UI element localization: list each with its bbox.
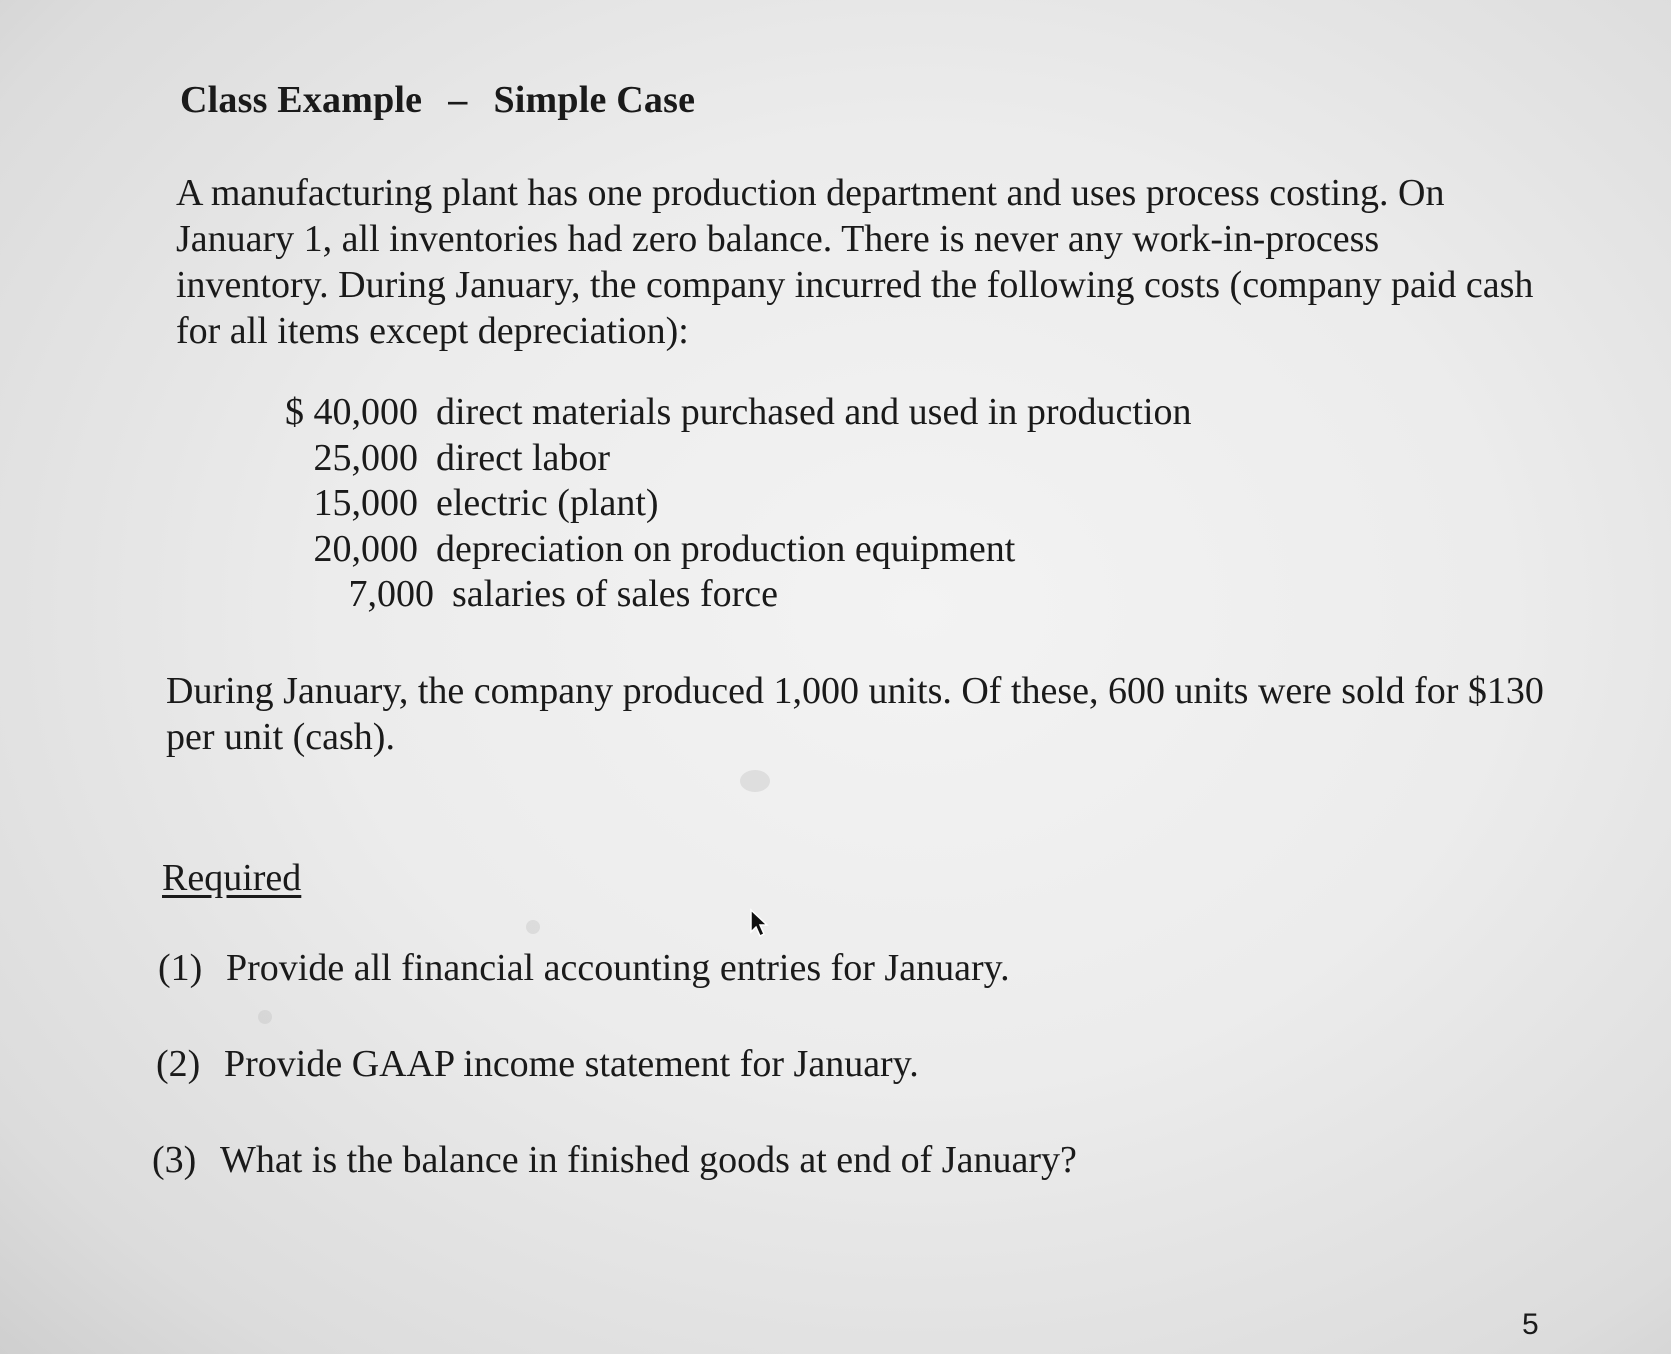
cost-row	[272, 527, 1192, 573]
cost-row	[272, 436, 1192, 482]
mouse-pointer-icon	[748, 908, 770, 938]
required-item	[158, 946, 1010, 990]
cost-amount: 7,000	[348, 573, 434, 615]
page-title	[180, 78, 695, 122]
title-separator: –	[448, 79, 468, 121]
required-item-number: (1)	[158, 947, 203, 989]
cost-description: electric (plant)	[436, 482, 659, 524]
cost-amount: 20,000	[313, 527, 418, 570]
title-left: Class Example	[180, 79, 423, 121]
title-right: Simple Case	[493, 79, 696, 121]
cost-description: direct labor	[436, 436, 611, 479]
cost-description: depreciation on production equipment	[436, 527, 1016, 570]
page-number: 5	[1522, 1308, 1539, 1341]
production-paragraph: During January, the company produced 1,000 units. Of these, 600 units were sold for $130 per unit (cash).	[166, 670, 1544, 758]
intro-paragraph: A manufacturing plant has one production department and uses process costing. On January 1, all inventories had zero balance. There is never any work-in-process inventory. During January, the company incurred the following costs (company paid cash for all items except depreciation):	[176, 172, 1534, 352]
cost-description: salaries of sales force	[452, 573, 779, 615]
required-item-text: Provide GAAP income statement for January.	[224, 1043, 919, 1085]
paper-smudge	[258, 1010, 272, 1024]
cost-row	[272, 390, 1192, 436]
required-heading: Required	[162, 857, 302, 899]
cost-row	[272, 572, 1192, 618]
cost-description: direct materials purchased and used in production	[436, 391, 1192, 433]
cost-amount: $ 40,000	[285, 391, 418, 433]
cost-row	[272, 481, 1192, 527]
required-item-number: (3)	[152, 1139, 197, 1181]
cost-amount: 15,000	[313, 482, 418, 524]
required-item-text: What is the balance in finished goods at end of January?	[220, 1139, 1077, 1181]
cost-amount: 25,000	[313, 436, 418, 479]
required-item-text: Provide all financial accounting entries for January.	[226, 947, 1010, 989]
paper-smudge	[740, 770, 770, 792]
required-item	[156, 1042, 919, 1086]
cost-list	[272, 390, 1192, 618]
required-item	[152, 1138, 1077, 1182]
intro-section	[176, 170, 1536, 354]
required-item-number: (2)	[156, 1043, 201, 1085]
production-section	[166, 668, 1546, 760]
paper-smudge	[526, 920, 540, 934]
